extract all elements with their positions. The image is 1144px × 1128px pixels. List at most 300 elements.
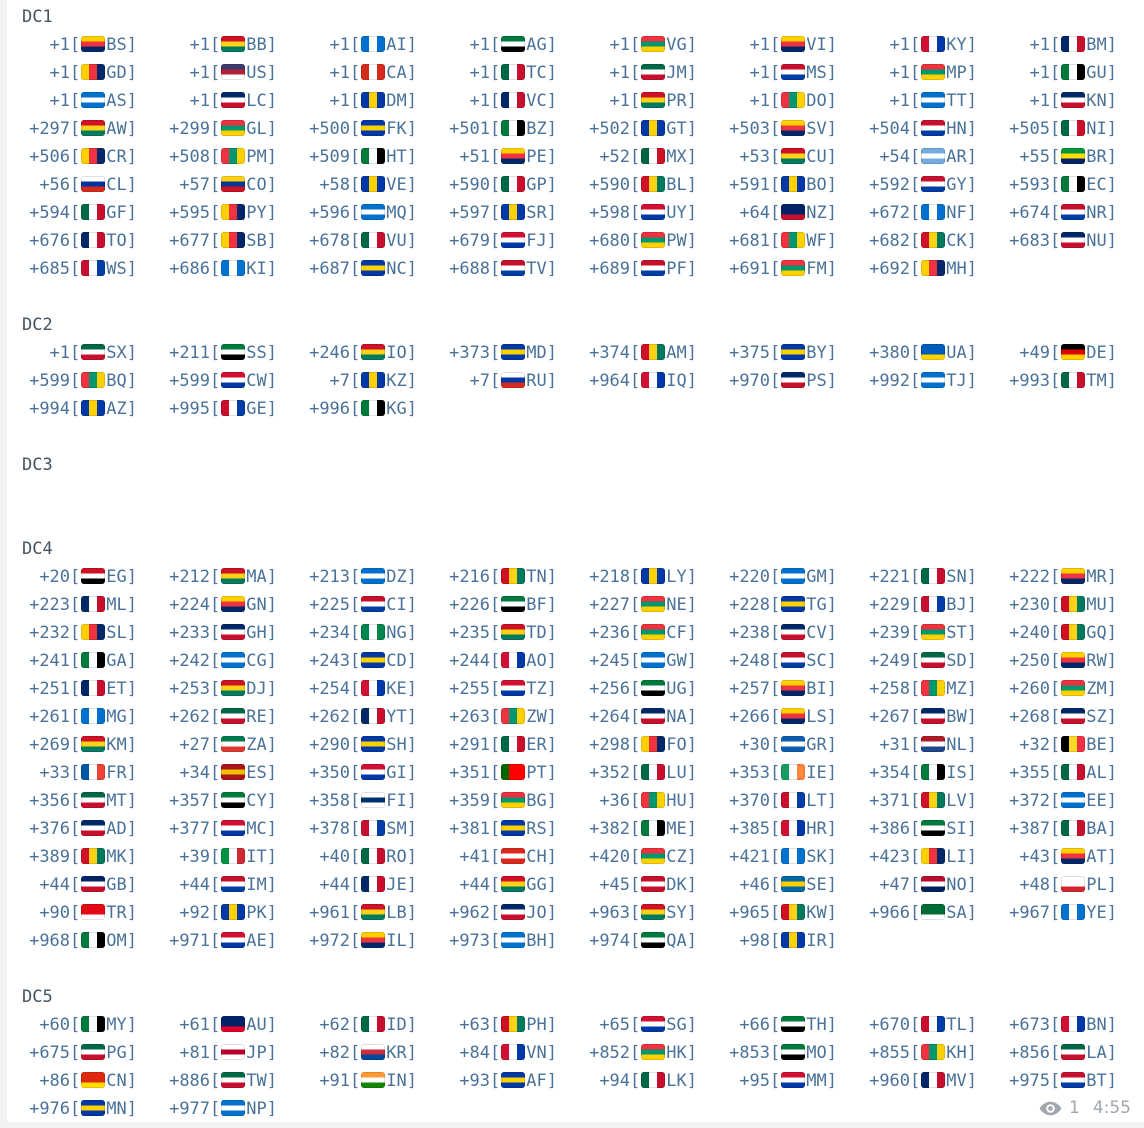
dial-code-entry-mc[interactable]: +377[ MC] xyxy=(169,819,277,839)
flag-icon-bi xyxy=(781,680,805,696)
dial-code-entry-kz[interactable]: +7[ KZ] xyxy=(309,371,417,391)
dial-code-entry-zm[interactable]: +260[ ZM] xyxy=(1009,679,1117,699)
dial-code-entry-iq[interactable]: +964[ IQ] xyxy=(589,371,697,391)
dial-code-entry-ng[interactable]: +234[ NG] xyxy=(309,623,417,643)
dial-code-entry-pk[interactable]: +92[ PK] xyxy=(169,903,277,923)
dial-code-entry-ba[interactable]: +387[ BA] xyxy=(1009,819,1117,839)
dial-code-entry-gq[interactable]: +240[ GQ] xyxy=(1009,623,1117,643)
dial-code-entry-kr[interactable]: +82[ KR] xyxy=(309,1043,417,1063)
dial-code-entry-mt[interactable]: +356[ MT] xyxy=(29,791,137,811)
flag-icon-lk xyxy=(641,1072,665,1088)
dial-code-entry-ad[interactable]: +376[ AD] xyxy=(29,819,137,839)
flag-icon-to xyxy=(81,232,105,248)
flag-icon-gt xyxy=(641,120,665,136)
dial-code-entry-us[interactable]: +1[ US] xyxy=(169,63,277,83)
dial-code-entry-dj[interactable]: +253[ DJ] xyxy=(169,679,277,699)
flag-icon-ua xyxy=(921,344,945,360)
dial-code-entry-gf[interactable]: +594[ GF] xyxy=(29,203,137,223)
dial-code-entry-mz[interactable]: +258[ MZ] xyxy=(869,679,977,699)
flag-icon-fi xyxy=(361,792,385,808)
flag-icon-id xyxy=(361,1016,385,1032)
dial-code-entry-gm[interactable]: +220[ GM] xyxy=(729,567,837,587)
flag-icon-cu xyxy=(781,148,805,164)
flag-icon-dj xyxy=(221,680,245,696)
dial-code-entry-bg[interactable]: +359[ BG] xyxy=(449,791,557,811)
dial-code-entry-mv[interactable]: +960[ MV] xyxy=(869,1071,977,1091)
dial-code-entry-al[interactable]: +355[ AL] xyxy=(1009,763,1117,783)
dial-code-entry-ua[interactable]: +380[ UA] xyxy=(869,343,977,363)
dial-code-entry-bb[interactable]: +1[ BB] xyxy=(169,35,277,55)
dial-code-entry-im[interactable]: +44[ IM] xyxy=(169,875,277,895)
dial-code-entry-mp[interactable]: +1[ MP] xyxy=(869,63,977,83)
flag-icon-cg xyxy=(221,652,245,668)
flag-icon-cd xyxy=(361,652,385,668)
dial-code-entry-ml[interactable]: +223[ ML] xyxy=(29,595,137,615)
dial-code-entry-bh[interactable]: +973[ BH] xyxy=(449,931,557,951)
dial-code-entry-sk[interactable]: +421[ SK] xyxy=(729,847,837,867)
dial-code-entry-tl[interactable]: +670[ TL] xyxy=(869,1015,977,1035)
dial-code-entry-jo[interactable]: +962[ JO] xyxy=(449,903,557,923)
dial-code-entry-no[interactable]: +47[ NO] xyxy=(869,875,977,895)
dial-code-entry-mn[interactable]: +976[ MN] xyxy=(29,1099,137,1119)
flag-icon-ie xyxy=(781,764,805,780)
flag-icon-mc xyxy=(221,820,245,836)
flag-icon-md xyxy=(501,344,525,360)
dial-code-entry-td[interactable]: +235[ TD] xyxy=(449,623,557,643)
dial-code-entry-rw[interactable]: +250[ RW] xyxy=(1009,651,1117,671)
dial-code-entry-gd[interactable]: +1[ GD] xyxy=(29,63,137,83)
dial-code-entry-vg[interactable]: +1[ VG] xyxy=(589,35,697,55)
dial-code-entry-dk[interactable]: +45[ DK] xyxy=(589,875,697,895)
dial-code-entry-bj[interactable]: +229[ BJ] xyxy=(869,595,977,615)
dial-code-entry-co[interactable]: +57[ CO] xyxy=(169,175,277,195)
dial-code-entry-to[interactable]: +676[ TO] xyxy=(29,231,137,251)
flag-icon-nc xyxy=(361,260,385,276)
dial-code-entry-mm[interactable]: +95[ MM] xyxy=(729,1071,837,1091)
dial-code-entry-ni[interactable]: +505[ NI] xyxy=(1009,119,1117,139)
dial-code-entry-gy[interactable]: +592[ GY] xyxy=(869,175,977,195)
dial-code-entry-sd[interactable]: +249[ SD] xyxy=(869,651,977,671)
flag-icon-th xyxy=(781,1016,805,1032)
dial-code-entry-ws[interactable]: +685[ WS] xyxy=(29,259,137,279)
dial-code-entry-cr[interactable]: +506[ CR] xyxy=(29,147,137,167)
flag-icon-bn xyxy=(1061,1016,1085,1032)
dial-code-entry-pr[interactable]: +1[ PR] xyxy=(589,91,697,111)
dial-code-entry-mx[interactable]: +52[ MX] xyxy=(589,147,697,167)
dial-code-entry-hr[interactable]: +385[ HR] xyxy=(729,819,837,839)
dial-code-entry-pt[interactable]: +351[ PT] xyxy=(449,763,557,783)
dial-code-entry-cy[interactable]: +357[ CY] xyxy=(169,791,277,811)
dial-code-entry-nr[interactable]: +674[ NR] xyxy=(1009,203,1117,223)
flag-icon-vn xyxy=(501,1044,525,1060)
dial-code-entry-cf[interactable]: +236[ CF] xyxy=(589,623,697,643)
dial-code-entry-bm[interactable]: +1[ BM] xyxy=(1009,35,1117,55)
dial-code-entry-gw[interactable]: +245[ GW] xyxy=(589,651,697,671)
flag-icon-mz xyxy=(921,680,945,696)
flag-icon-hn xyxy=(921,120,945,136)
flag-icon-sz xyxy=(1061,708,1085,724)
dial-code-entry-ch[interactable]: +41[ CH] xyxy=(449,847,557,867)
dial-code-entry-nu[interactable]: +683[ NU] xyxy=(1009,231,1117,251)
dial-code-entry-cu[interactable]: +53[ CU] xyxy=(729,147,837,167)
dial-code-entry-my[interactable]: +60[ MY] xyxy=(29,1015,137,1035)
dial-code-entry-ci[interactable]: +225[ CI] xyxy=(309,595,417,615)
dial-code-entry-cl[interactable]: +56[ CL] xyxy=(29,175,137,195)
dial-code-entry-dm[interactable]: +1[ DM] xyxy=(309,91,417,111)
dial-code-entry-sl[interactable]: +232[ SL] xyxy=(29,623,137,643)
dial-code-entry-ck[interactable]: +682[ CK] xyxy=(869,231,977,251)
dial-code-entry-mq[interactable]: +596[ MQ] xyxy=(309,203,417,223)
dial-code-entry-ga[interactable]: +241[ GA] xyxy=(29,651,137,671)
dial-code-entry-me[interactable]: +382[ ME] xyxy=(589,819,697,839)
dial-code-entry-cw[interactable]: +599[ CW] xyxy=(169,371,277,391)
dial-code-entry-et[interactable]: +251[ ET] xyxy=(29,679,137,699)
dial-code-entry-il[interactable]: +972[ IL] xyxy=(309,931,417,951)
dial-code-entry-tz[interactable]: +255[ TZ] xyxy=(449,679,557,699)
flag-icon-ec xyxy=(1061,176,1085,192)
flag-icon-mk xyxy=(81,848,105,864)
dial-code-entry-jm[interactable]: +1[ JM] xyxy=(589,63,697,83)
dial-code-entry-de[interactable]: +49[ DE] xyxy=(1009,343,1117,363)
dial-code-entry-ne[interactable]: +227[ NE] xyxy=(589,595,697,615)
dial-code-entry-om[interactable]: +968[ OM] xyxy=(29,931,137,951)
dial-code-entry-br[interactable]: +55[ BR] xyxy=(1009,147,1117,167)
flag-icon-gw xyxy=(641,652,665,668)
flag-icon-km xyxy=(81,736,105,752)
dial-code-entry-fm[interactable]: +691[ FM] xyxy=(729,259,837,279)
dial-code-entry-cv[interactable]: +238[ CV] xyxy=(729,623,837,643)
dial-code-entry-gb[interactable]: +44[ GB] xyxy=(29,875,137,895)
dial-code-entry-ao[interactable]: +244[ AO] xyxy=(449,651,557,671)
dial-code-entry-ag[interactable]: +1[ AG] xyxy=(449,35,557,55)
dial-code-entry-tj[interactable]: +992[ TJ] xyxy=(869,371,977,391)
dial-code-entry-sh[interactable]: +290[ SH] xyxy=(309,735,417,755)
dial-code-entry-vc[interactable]: +1[ VC] xyxy=(449,91,557,111)
dial-code-entry-sx[interactable]: +1[ SX] xyxy=(29,343,137,363)
dial-code-entry-li[interactable]: +423[ LI] xyxy=(869,847,977,867)
flag-icon-gp xyxy=(501,176,525,192)
dial-code-entry-sm[interactable]: +378[ SM] xyxy=(309,819,417,839)
flag-icon-vc xyxy=(501,92,525,108)
flag-icon-np xyxy=(221,1100,245,1116)
dial-code-entry-gu[interactable]: +1[ GU] xyxy=(1009,63,1117,83)
dial-code-entry-tv[interactable]: +688[ TV] xyxy=(449,259,557,279)
dial-code-entry-lk[interactable]: +94[ LK] xyxy=(589,1071,697,1091)
dial-code-entry-be[interactable]: +32[ BE] xyxy=(1009,735,1117,755)
dial-code-entry-is[interactable]: +354[ IS] xyxy=(869,763,977,783)
dial-code-entry-sn[interactable]: +221[ SN] xyxy=(869,567,977,587)
dial-code-entry-tw[interactable]: +886[ TW] xyxy=(169,1071,277,1091)
flag-icon-pw xyxy=(641,232,665,248)
dial-code-entry-as[interactable]: +1[ AS] xyxy=(29,91,137,111)
dial-code-entry-sc[interactable]: +248[ SC] xyxy=(729,651,837,671)
dial-code-entry-io[interactable]: +246[ IO] xyxy=(309,343,417,363)
dial-code-entry-ly[interactable]: +218[ LY] xyxy=(589,567,697,587)
dial-code-entry-lv[interactable]: +371[ LV] xyxy=(869,791,977,811)
flag-icon-tz xyxy=(501,680,525,696)
dial-code-entry-la[interactable]: +856[ LA] xyxy=(1009,1043,1117,1063)
dial-code-entry-kh[interactable]: +855[ KH] xyxy=(869,1043,977,1063)
dial-code-entry-sv[interactable]: +503[ SV] xyxy=(729,119,837,139)
dial-code-entry-ca[interactable]: +1[ CA] xyxy=(309,63,417,83)
flag-icon-cz xyxy=(641,848,665,864)
dial-code-entry-se[interactable]: +46[ SE] xyxy=(729,875,837,895)
flag-icon-na xyxy=(641,708,665,724)
dial-code-entry-gh[interactable]: +233[ GH] xyxy=(169,623,277,643)
flag-icon-rs xyxy=(501,820,525,836)
dial-code-entry-bs[interactable]: +1[ BS] xyxy=(29,35,137,55)
flag-icon-tv xyxy=(501,260,525,276)
dial-code-entry-ec[interactable]: +593[ EC] xyxy=(1009,175,1117,195)
flag-icon-ps xyxy=(781,372,805,388)
flag-icon-pm xyxy=(221,148,245,164)
dial-code-entry-pg[interactable]: +675[ PG] xyxy=(29,1043,137,1063)
flag-icon-tr xyxy=(81,904,105,920)
dial-code-entry-si[interactable]: +386[ SI] xyxy=(869,819,977,839)
dial-code-entry-at[interactable]: +43[ AT] xyxy=(1009,847,1117,867)
dial-code-entry-cg[interactable]: +242[ CG] xyxy=(169,651,277,671)
flag-icon-sa xyxy=(921,904,945,920)
dial-code-entry-gp[interactable]: +590[ GP] xyxy=(449,175,557,195)
flag-icon-is xyxy=(921,764,945,780)
dial-code-entry-cz[interactable]: +420[ CZ] xyxy=(589,847,697,867)
dial-code-entry-ee[interactable]: +372[ EE] xyxy=(1009,791,1117,811)
flag-icon-cv xyxy=(781,624,805,640)
dial-code-entry-lu[interactable]: +352[ LU] xyxy=(589,763,697,783)
flag-icon-bb xyxy=(221,36,245,52)
dial-code-entry-au[interactable]: +61[ AU] xyxy=(169,1015,277,1035)
flag-icon-ch xyxy=(501,848,525,864)
dial-code-entry-id[interactable]: +62[ ID] xyxy=(309,1015,417,1035)
dial-code-entry-th[interactable]: +66[ TH] xyxy=(729,1015,837,1035)
dial-code-entry-bw[interactable]: +267[ BW] xyxy=(869,707,977,727)
dial-code-entry-ru[interactable]: +7[ RU] xyxy=(449,371,557,391)
dial-code-entry-jp[interactable]: +81[ JP] xyxy=(169,1043,277,1063)
dial-code-entry-bo[interactable]: +591[ BO] xyxy=(729,175,837,195)
dial-code-entry-fr[interactable]: +33[ FR] xyxy=(29,763,137,783)
dial-code-entry-ht[interactable]: +509[ HT] xyxy=(309,147,417,167)
dial-code-entry-ki[interactable]: +686[ KI] xyxy=(169,259,277,279)
dial-code-entry-ss[interactable]: +211[ SS] xyxy=(169,343,277,363)
dial-code-entry-ls[interactable]: +266[ LS] xyxy=(729,707,837,727)
dial-code-entry-nz[interactable]: +64[ NZ] xyxy=(729,203,837,223)
dial-code-entry-nl[interactable]: +31[ NL] xyxy=(869,735,977,755)
dial-code-entry-er[interactable]: +291[ ER] xyxy=(449,735,557,755)
flag-icon-ao xyxy=(501,652,525,668)
flag-icon-hr xyxy=(781,820,805,836)
dial-code-entry-za[interactable]: +27[ ZA] xyxy=(169,735,277,755)
dial-code-entry-np[interactable]: +977[ NP] xyxy=(169,1099,277,1119)
flag-icon-ls xyxy=(781,708,805,724)
dial-code-entry-vi[interactable]: +1[ VI] xyxy=(729,35,837,55)
flag-icon-fr xyxy=(81,764,105,780)
dial-code-entry-na[interactable]: +264[ NA] xyxy=(589,707,697,727)
dial-code-entry-ug[interactable]: +256[ UG] xyxy=(589,679,697,699)
dial-code-entry-bq[interactable]: +599[ BQ] xyxy=(29,371,137,391)
flag-icon-ca xyxy=(361,64,385,80)
dial-code-entry-mr[interactable]: +222[ MR] xyxy=(1009,567,1117,587)
dial-code-entry-tg[interactable]: +228[ TG] xyxy=(729,595,837,615)
dial-code-entry-es[interactable]: +34[ ES] xyxy=(169,763,277,783)
dial-code-entry-bn[interactable]: +673[ BN] xyxy=(1009,1015,1117,1035)
dial-code-entry-md[interactable]: +373[ MD] xyxy=(449,343,557,363)
dial-code-entry-ph[interactable]: +63[ PH] xyxy=(449,1015,557,1035)
flag-icon-tl xyxy=(921,1016,945,1032)
dial-code-entry-je[interactable]: +44[ JE] xyxy=(309,875,417,895)
dial-code-entry-pe[interactable]: +51[ PE] xyxy=(449,147,557,167)
dial-code-entry-kw[interactable]: +965[ KW] xyxy=(729,903,837,923)
dial-code-entry-dz[interactable]: +213[ DZ] xyxy=(309,567,417,587)
flag-icon-bt xyxy=(1061,1072,1085,1088)
dc-group-dc4 xyxy=(0,535,1144,955)
flag-icon-gb xyxy=(81,876,105,892)
dial-code-entry-af[interactable]: +93[ AF] xyxy=(449,1071,557,1091)
dial-code-entry-hn[interactable]: +504[ HN] xyxy=(869,119,977,139)
dial-code-entry-ms[interactable]: +1[ MS] xyxy=(729,63,837,83)
dial-code-entry-vu[interactable]: +678[ VU] xyxy=(309,231,417,251)
dial-code-entry-fo[interactable]: +298[ FO] xyxy=(589,735,697,755)
dial-code-entry-am[interactable]: +374[ AM] xyxy=(589,343,697,363)
dial-code-entry-az[interactable]: +994[ AZ] xyxy=(29,399,137,419)
dial-code-entry-tc[interactable]: +1[ TC] xyxy=(449,63,557,83)
flag-icon-bq xyxy=(81,372,105,388)
dc-grid xyxy=(0,563,1144,955)
dial-code-entry-gg[interactable]: +44[ GG] xyxy=(449,875,557,895)
flag-icon-ad xyxy=(81,820,105,836)
flag-icon-be xyxy=(1061,736,1085,752)
dial-code-entry-mo[interactable]: +853[ MO] xyxy=(729,1043,837,1063)
dial-code-entry-do[interactable]: +1[ DO] xyxy=(729,91,837,111)
dial-code-entry-mu[interactable]: +230[ MU] xyxy=(1009,595,1117,615)
dial-code-entry-in[interactable]: +91[ IN] xyxy=(309,1071,417,1091)
dial-code-entry-rs[interactable]: +381[ RS] xyxy=(449,819,557,839)
dial-code-entry-bf[interactable]: +226[ BF] xyxy=(449,595,557,615)
flag-icon-ar xyxy=(921,148,945,164)
dial-code-entry-eg[interactable]: +20[ EG] xyxy=(29,567,137,587)
dial-code-entry-qa[interactable]: +974[ QA] xyxy=(589,931,697,951)
dial-code-entry-tm[interactable]: +993[ TM] xyxy=(1009,371,1117,391)
dial-code-entry-wf[interactable]: +681[ WF] xyxy=(729,231,837,251)
dial-code-entry-sg[interactable]: +65[ SG] xyxy=(589,1015,697,1035)
dc-grid xyxy=(0,1011,1144,1123)
dial-code-entry-tr[interactable]: +90[ TR] xyxy=(29,903,137,923)
dial-code-entry-gl[interactable]: +299[ GL] xyxy=(169,119,277,139)
flag-icon-ug xyxy=(641,680,665,696)
dial-code-entry-mg[interactable]: +261[ MG] xyxy=(29,707,137,727)
flag-icon-gi xyxy=(361,764,385,780)
dial-code-entry-lb[interactable]: +961[ LB] xyxy=(309,903,417,923)
dial-code-entry-ve[interactable]: +58[ VE] xyxy=(309,175,417,195)
dial-code-entry-st[interactable]: +239[ ST] xyxy=(869,623,977,643)
dial-code-entry-kg[interactable]: +996[ KG] xyxy=(309,399,417,419)
flag-icon-rw xyxy=(1061,652,1085,668)
dial-code-entry-hk[interactable]: +852[ HK] xyxy=(589,1043,697,1063)
flag-icon-fj xyxy=(501,232,525,248)
dial-code-entry-mh[interactable]: +692[ MH] xyxy=(869,259,977,279)
dial-code-entry-gn[interactable]: +224[ GN] xyxy=(169,595,277,615)
flag-icon-de xyxy=(1061,344,1085,360)
dial-code-entry-py[interactable]: +595[ PY] xyxy=(169,203,277,223)
dc-grid xyxy=(0,31,1144,283)
dial-code-entry-lc[interactable]: +1[ LC] xyxy=(169,91,277,111)
dial-code-entry-yt[interactable]: +262[ YT] xyxy=(309,707,417,727)
dial-code-entry-tt[interactable]: +1[ TT] xyxy=(869,91,977,111)
dial-code-entry-lt[interactable]: +370[ LT] xyxy=(729,791,837,811)
flag-icon-jo xyxy=(501,904,525,920)
dial-code-entry-kn[interactable]: +1[ KN] xyxy=(1009,91,1117,111)
dial-code-entry-mk[interactable]: +389[ MK] xyxy=(29,847,137,867)
dial-code-entry-ky[interactable]: +1[ KY] xyxy=(869,35,977,55)
flag-icon-it xyxy=(221,848,245,864)
dial-code-entry-ps[interactable]: +970[ PS] xyxy=(729,371,837,391)
dial-code-entry-by[interactable]: +375[ BY] xyxy=(729,343,837,363)
dial-code-entry-nf[interactable]: +672[ NF] xyxy=(869,203,977,223)
dial-code-entry-cn[interactable]: +86[ CN] xyxy=(29,1071,137,1091)
dial-code-entry-ro[interactable]: +40[ RO] xyxy=(309,847,417,867)
dial-code-entry-it[interactable]: +39[ IT] xyxy=(169,847,277,867)
dial-code-entry-sb[interactable]: +677[ SB] xyxy=(169,231,277,251)
dial-code-entry-fj[interactable]: +679[ FJ] xyxy=(449,231,557,251)
dial-code-entry-bl[interactable]: +590[ BL] xyxy=(589,175,697,195)
dial-code-entry-km[interactable]: +269[ KM] xyxy=(29,735,137,755)
dial-code-entry-bi[interactable]: +257[ BI] xyxy=(729,679,837,699)
dial-code-entry-tn[interactable]: +216[ TN] xyxy=(449,567,557,587)
dial-code-entry-pm[interactable]: +508[ PM] xyxy=(169,147,277,167)
dial-code-entry-fk[interactable]: +500[ FK] xyxy=(309,119,417,139)
dial-code-entry-bz[interactable]: +501[ BZ] xyxy=(449,119,557,139)
dial-code-entry-nc[interactable]: +687[ NC] xyxy=(309,259,417,279)
dial-code-entry-zw[interactable]: +263[ ZW] xyxy=(449,707,557,727)
dial-code-entry-ar[interactable]: +54[ AR] xyxy=(869,147,977,167)
dial-code-entry-ie[interactable]: +353[ IE] xyxy=(729,763,837,783)
dial-code-entry-pw[interactable]: +680[ PW] xyxy=(589,231,697,251)
dial-code-entry-aw[interactable]: +297[ AW] xyxy=(29,119,137,139)
dial-code-entry-ir[interactable]: +98[ IR] xyxy=(729,931,837,951)
flag-icon-sy xyxy=(641,904,665,920)
dial-code-entry-sr[interactable]: +597[ SR] xyxy=(449,203,557,223)
dial-code-entry-cd[interactable]: +243[ CD] xyxy=(309,651,417,671)
dial-code-entry-ge[interactable]: +995[ GE] xyxy=(169,399,277,419)
flag-icon-co xyxy=(221,176,245,192)
dial-code-entry-hu[interactable]: +36[ HU] xyxy=(589,791,697,811)
flag-icon-bm xyxy=(1061,36,1085,52)
flag-icon-je xyxy=(361,876,385,892)
dial-code-entry-ye[interactable]: +967[ YE] xyxy=(1009,903,1117,923)
flag-icon-vi xyxy=(781,36,805,52)
dial-code-entry-sy[interactable]: +963[ SY] xyxy=(589,903,697,923)
dial-code-entry-ai[interactable]: +1[ AI] xyxy=(309,35,417,55)
flag-icon-sn xyxy=(921,568,945,584)
dial-code-entry-ae[interactable]: +971[ AE] xyxy=(169,931,277,951)
dial-code-entry-re[interactable]: +262[ RE] xyxy=(169,707,277,727)
dial-code-entry-gt[interactable]: +502[ GT] xyxy=(589,119,697,139)
dial-code-entry-ke[interactable]: +254[ KE] xyxy=(309,679,417,699)
dc-grid xyxy=(0,339,1144,423)
dial-code-entry-uy[interactable]: +598[ UY] xyxy=(589,203,697,223)
dial-code-entry-pf[interactable]: +689[ PF] xyxy=(589,259,697,279)
dial-code-entry-ma[interactable]: +212[ MA] xyxy=(169,567,277,587)
flag-icon-lv xyxy=(921,792,945,808)
dial-code-entry-fi[interactable]: +358[ FI] xyxy=(309,791,417,811)
dial-code-entry-sz[interactable]: +268[ SZ] xyxy=(1009,707,1117,727)
flag-icon-ru xyxy=(501,372,525,388)
dial-code-entry-gi[interactable]: +350[ GI] xyxy=(309,763,417,783)
dial-code-entry-sa[interactable]: +966[ SA] xyxy=(869,903,977,923)
dial-code-entry-vn[interactable]: +84[ VN] xyxy=(449,1043,557,1063)
dial-code-entry-gr[interactable]: +30[ GR] xyxy=(729,735,837,755)
dial-code-entry-bt[interactable]: +975[ BT] xyxy=(1009,1071,1117,1091)
dial-code-entry-pl[interactable]: +48[ PL] xyxy=(1009,875,1117,895)
